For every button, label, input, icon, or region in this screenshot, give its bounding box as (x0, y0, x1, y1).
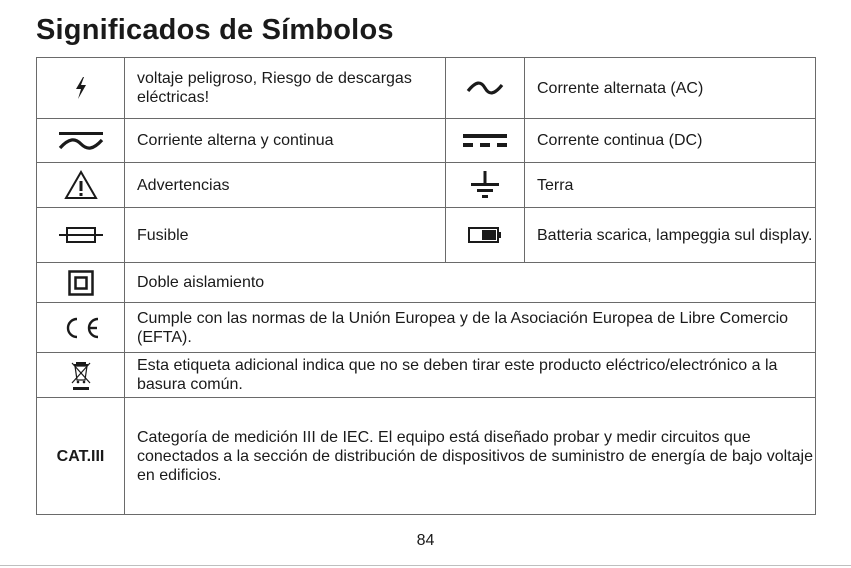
dc-icon (463, 133, 507, 149)
symbol-cell (37, 353, 125, 398)
symbol-cell (37, 119, 125, 163)
footer-divider (0, 565, 851, 566)
table-row (37, 58, 816, 119)
symbol-description: Esta etiqueta adicional indica que no se deben tirar este producto eléctrico/electrónico a la basura común. (125, 353, 816, 398)
symbols-table (36, 57, 816, 515)
crossed-bin-icon (70, 359, 92, 391)
ground-icon (470, 171, 500, 199)
symbol-cell (446, 163, 525, 208)
symbol-description: Categoría de medición III de IEC. El equipo está diseñado probar y medir circuitos que conectados a la sección de distribución de dispositivos de suministro de energía de bajo voltaje en edificios. (125, 398, 816, 515)
symbol-cell (446, 119, 525, 163)
double-insulation-icon (68, 270, 94, 296)
symbol-cell (37, 163, 125, 208)
fuse-icon (59, 226, 103, 244)
table-row (37, 119, 816, 163)
symbol-cell (37, 263, 125, 303)
symbol-description: Corriente alterna y continua (125, 119, 446, 163)
symbol-description: Fusible (125, 208, 446, 263)
symbol-description: voltaje peligroso, Riesgo de descargas eléctricas! (125, 58, 446, 119)
symbol-description: Advertencias (125, 163, 446, 208)
symbol-description: Corrente continua (DC) (525, 119, 816, 163)
symbol-description: Doble aislamiento (125, 263, 816, 303)
table-row (37, 263, 816, 303)
symbol-description: Corrente alternata (AC) (525, 58, 816, 119)
lightning-icon (74, 77, 88, 99)
symbol-cell (446, 58, 525, 119)
low-battery-icon (468, 227, 502, 243)
table-row (37, 398, 816, 515)
cat-iii-label: CAT.III (37, 398, 125, 515)
symbol-cell (37, 303, 125, 353)
symbol-description: Batteria scarica, lampeggia sul display. (525, 208, 816, 263)
table-row (37, 303, 816, 353)
ac-dc-icon (57, 130, 105, 152)
ce-mark-icon (60, 316, 102, 340)
warning-triangle-icon (64, 170, 98, 200)
symbol-description: Cumple con las normas de la Unión Europea y de la Asociación Europea de Libre Comercio (EFTA). (125, 303, 816, 353)
page-title: Significados de Símbolos (36, 14, 394, 46)
table-row (37, 208, 816, 263)
ac-wave-icon (466, 81, 504, 95)
page-number: 84 (416, 532, 435, 549)
symbol-cell (446, 208, 525, 263)
symbol-description: Terra (525, 163, 816, 208)
symbol-cell (37, 208, 125, 263)
table-row (37, 353, 816, 398)
symbol-cell (37, 58, 125, 119)
table-row (37, 163, 816, 208)
